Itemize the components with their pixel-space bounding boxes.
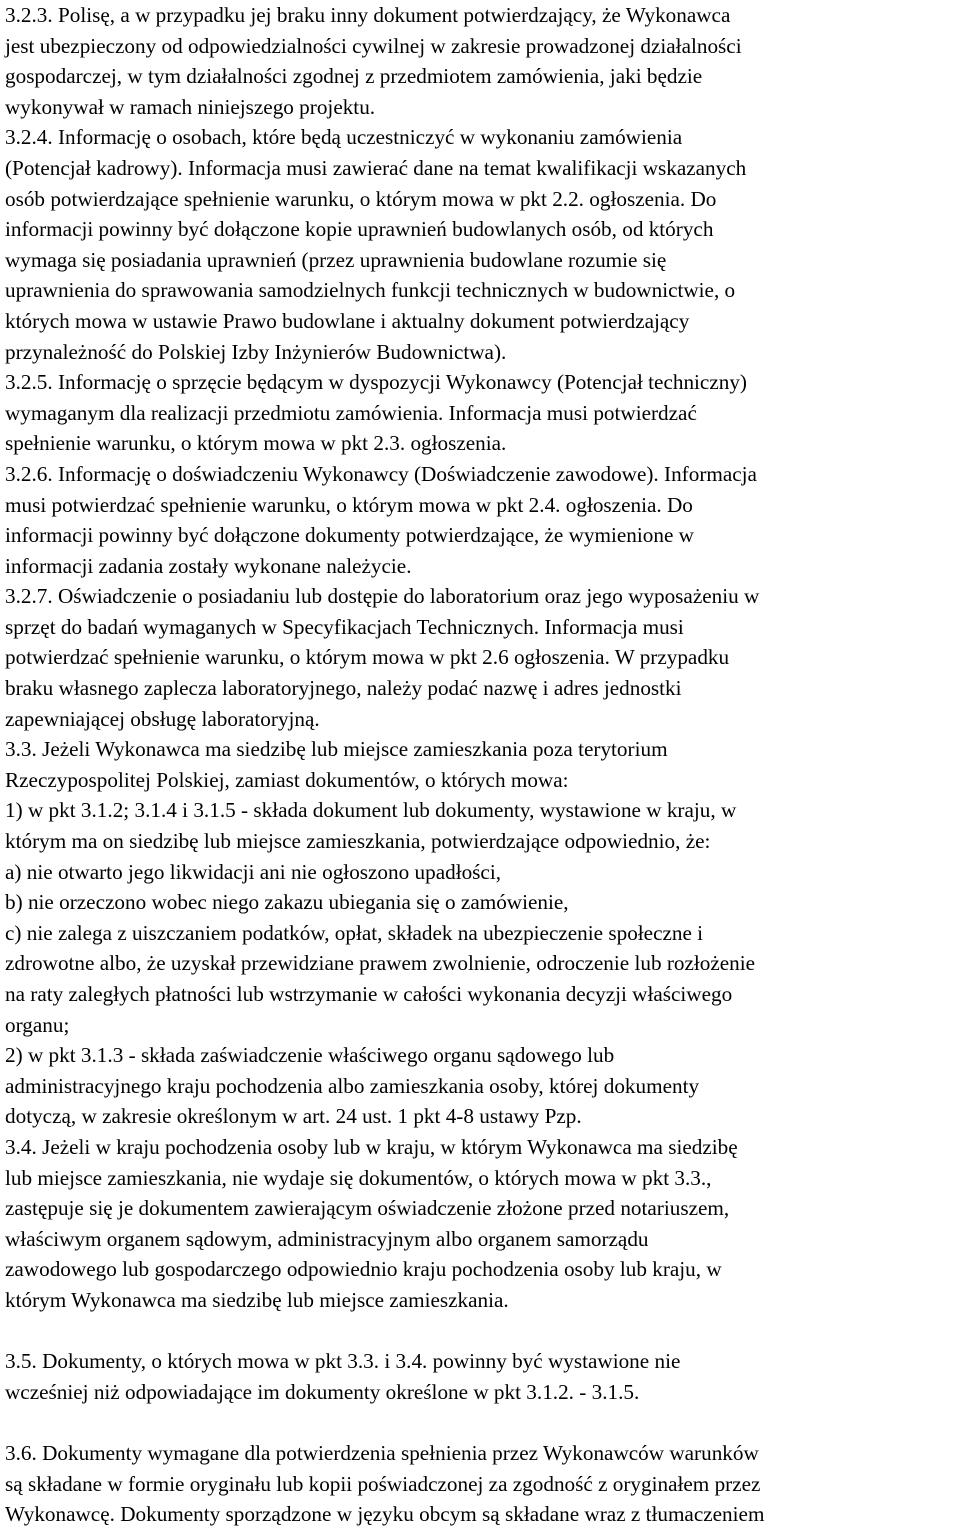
text-line: zawodowego lub gospodarczego odpowiednio kraju pochodzenia osoby lub kraju, w bbox=[5, 1257, 722, 1282]
text-line: spełnienie warunku, o którym mowa w pkt 2.3. ogłoszenia. bbox=[5, 431, 507, 456]
text-line: sprzęt do badań wymaganych w Specyfikacjach Technicznych. Informacja musi bbox=[5, 614, 684, 639]
text-line: 3.5. Dokumenty, o których mowa w pkt 3.3. i 3.4. powinny być wystawione nie bbox=[5, 1349, 681, 1374]
text-line: których mowa w ustawie Prawo budowlane i aktualny dokument potwierdzający bbox=[5, 308, 690, 333]
text-line: właściwym organem sądowym, administracyjnym albo organem samorządu bbox=[5, 1226, 649, 1251]
text-line: 3.2.3. Polisę, a w przypadku jej braku inny dokument potwierdzający, że Wykonawca bbox=[5, 3, 731, 27]
text-line: informacji powinny być dołączone kopie uprawnień budowlanych osób, od których bbox=[5, 217, 714, 242]
text-line: informacji zadania zostały wykonane należycie. bbox=[5, 553, 412, 578]
text-line: wymaganym dla realizacji przedmiotu zamówienia. Informacja musi potwierdzać bbox=[5, 400, 697, 425]
text-line: gospodarczej, w tym działalności zgodnej z przedmiotem zamówienia, jaki będzie bbox=[5, 64, 703, 89]
text-line: 3.2.4. Informację o osobach, które będą uczestniczyć w wykonaniu zamówienia bbox=[5, 125, 683, 150]
text-line: zapewniającej obsługę laboratoryjną. bbox=[5, 706, 320, 731]
text-line bbox=[5, 1316, 955, 1347]
document-page bbox=[5, 0, 955, 1530]
text-line: uprawnienia do sprawowania samodzielnych funkcji technicznych w budownictwie, o bbox=[5, 278, 736, 303]
text-line: 3.3. Jeżeli Wykonawca ma siedzibę lub miejsce zamieszkania poza terytorium bbox=[5, 737, 668, 762]
text-line: wcześniej niż odpowiadające im dokumenty określone w pkt 3.1.2. - 3.1.5. bbox=[5, 1379, 640, 1404]
text-line: którym ma on siedzibę lub miejsce zamieszkania, potwierdzające odpowiednio, że: bbox=[5, 829, 711, 854]
text-line: c) nie zalega z uiszczaniem podatków, opłat, składek na ubezpieczenie społeczne i bbox=[5, 920, 704, 945]
text-line: 2) w pkt 3.1.3 - składa zaświadczenie właściwego organu sądowego lub bbox=[5, 1043, 615, 1068]
text-line: są składane w formie oryginału lub kopii poświadczonej za zgodność z oryginałem przez bbox=[5, 1471, 761, 1496]
text-line: Wykonawcę. Dokumenty sporządzone w języku obcym są składane wraz z tłumaczeniem bbox=[5, 1502, 765, 1527]
text-line: 3.4. Jeżeli w kraju pochodzenia osoby lub w kraju, w którym Wykonawca ma siedzibę bbox=[5, 1134, 738, 1159]
text-line: 3.2.6. Informację o doświadczeniu Wykonawcy (Doświadczenie zawodowe). Informacja bbox=[5, 461, 757, 486]
text-line: wymaga się posiadania uprawnień (przez uprawnienia budowlane rozumie się bbox=[5, 247, 667, 272]
text-line: (Potencjał kadrowy). Informacja musi zawierać dane na temat kwalifikacji wskazanych bbox=[5, 155, 747, 180]
text-line: którym Wykonawca ma siedzibę lub miejsce zamieszkania. bbox=[5, 1287, 509, 1312]
text-line: informacji powinny być dołączone dokumenty potwierdzające, że wymienione w bbox=[5, 523, 694, 548]
text-line: dotyczą, w zakresie określonym w art. 24 ust. 1 pkt 4-8 ustawy Pzp. bbox=[5, 1104, 582, 1129]
text-line: a) nie otwarto jego likwidacji ani nie ogłoszono upadłości, bbox=[5, 859, 502, 884]
text-line: 3.2.7. Oświadczenie o posiadaniu lub dostępie do laboratorium oraz jego wyposażeniu w bbox=[5, 584, 760, 609]
text-line: lub miejsce zamieszkania, nie wydaje się dokumentów, o których mowa w pkt 3.3., bbox=[5, 1165, 712, 1190]
text-line: 3.2.5. Informację o sprzęcie będącym w dyspozycji Wykonawcy (Potencjał techniczny) bbox=[5, 370, 747, 395]
text-line bbox=[5, 1407, 955, 1438]
text-line: jest ubezpieczony od odpowiedzialności cywilnej w zakresie prowadzonej działalności bbox=[5, 33, 742, 58]
text-line: zastępuje się je dokumentem zawierającym oświadczenie złożone przed notariuszem, bbox=[5, 1196, 730, 1221]
text-line: braku własnego zaplecza laboratoryjnego, należy podać nazwę i adres jednostki bbox=[5, 676, 682, 701]
text-line: b) nie orzeczono wobec niego zakazu ubiegania się o zamówienie, bbox=[5, 890, 569, 915]
text-line: organu; bbox=[5, 1012, 70, 1037]
text-line: zdrowotne albo, że uzyskał przewidziane prawem zwolnienie, odroczenie lub rozłożenie bbox=[5, 951, 756, 976]
text-line: wykonywał w ramach niniejszego projektu. bbox=[5, 94, 376, 119]
text-line: osób potwierdzające spełnienie warunku, o którym mowa w pkt 2.2. ogłoszenia. Do bbox=[5, 186, 717, 211]
text-line: Rzeczypospolitej Polskiej, zamiast dokumentów, o których mowa: bbox=[5, 767, 569, 792]
text-line: administracyjnego kraju pochodzenia albo zamieszkania osoby, której dokumenty bbox=[5, 1073, 700, 1098]
text-line: musi potwierdzać spełnienie warunku, o którym mowa w pkt 2.4. ogłoszenia. Do bbox=[5, 492, 693, 517]
text-line: na raty zaległych płatności lub wstrzymanie w całości wykonania decyzji właściwego bbox=[5, 982, 733, 1006]
text-line: 3.6. Dokumenty wymagane dla potwierdzenia spełnienia przez Wykonawców warunków bbox=[5, 1440, 759, 1465]
text-line: przynależność do Polskiej Izby Inżynierów Budownictwa). bbox=[5, 339, 507, 364]
text-line: potwierdzać spełnienie warunku, o którym mowa w pkt 2.6 ogłoszenia. W przypadku bbox=[5, 645, 730, 670]
text-line: 1) w pkt 3.1.2; 3.1.4 i 3.1.5 - składa dokument lub dokumenty, wystawione w kraju, w bbox=[5, 798, 737, 823]
